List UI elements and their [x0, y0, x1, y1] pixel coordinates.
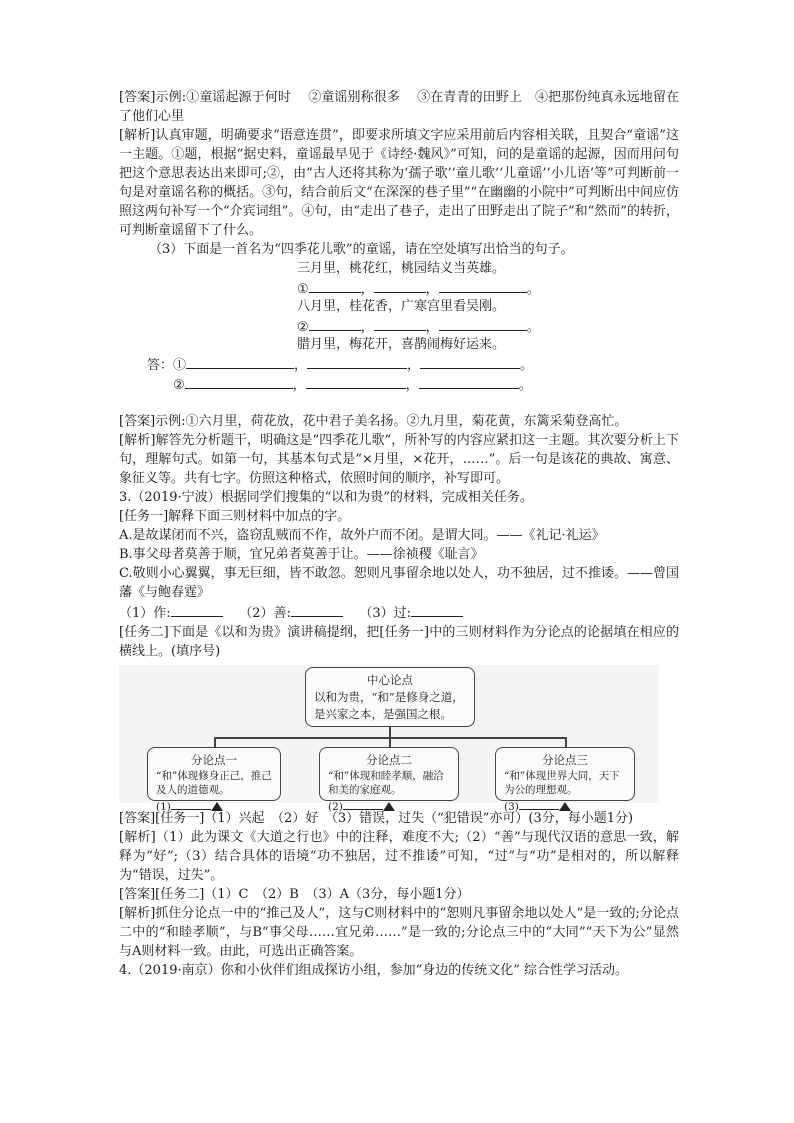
q3-answer: [答案]示例:①六月里，荷花放，花中君子美名扬。②九月里，菊花黄，东篱采菊登高忙。	[119, 414, 628, 429]
answer-blank[interactable]	[307, 354, 407, 369]
task1-prompt: [任务一]解释下面三则材料中加点的字。	[119, 509, 351, 524]
poem	[297, 259, 679, 354]
document-page	[119, 88, 679, 980]
sep: ，	[425, 282, 439, 297]
poem-line-4	[297, 316, 679, 335]
triangle-icon	[383, 802, 395, 811]
poem-line-3: 八月里，桂花香，广寒宫里看吴刚。	[297, 299, 506, 314]
p1-text: “和”体现修身正己，推己及人的道德观。	[156, 770, 272, 796]
answer-label: 答：①	[147, 358, 187, 373]
blank-1-mark: ①	[297, 282, 309, 297]
item-1-blank[interactable]	[171, 602, 223, 617]
connector	[389, 737, 391, 747]
sep: ，	[360, 282, 374, 297]
p1-title: 分论点一	[191, 753, 237, 767]
blank-2-mark: ②	[297, 320, 309, 335]
answer-mark-2: ②	[173, 378, 185, 393]
blank[interactable]	[439, 278, 527, 293]
answer-blank[interactable]	[185, 374, 293, 389]
q5-title: 4.（2019·南京）你和小伙伴们组成探访小组，参加“身边的传统文化” 综合性学习活动。	[119, 963, 629, 978]
answer-blank[interactable]	[186, 354, 294, 369]
connector	[214, 737, 216, 747]
material-b: B.事父母者莫善于顺，宜兄弟者莫善于让。——徐祯稷《耻言》	[119, 547, 484, 562]
blank-label: (1)	[156, 801, 171, 813]
sep: ，	[294, 358, 308, 373]
poem-line-1: 三月里，桃花红，桃园结义当英雄。	[297, 261, 506, 276]
end: 。	[526, 282, 540, 297]
item-3-blank[interactable]	[411, 602, 463, 617]
sep: ，	[407, 358, 421, 373]
item-1-label: （1）作:	[119, 606, 171, 621]
blank-label: (3)	[504, 801, 519, 813]
task2-prompt: [任务二]下面是《以和为贵》演讲稿提纲，把[任务一]中的三则材料作为分论点的论据填在相应的横线上。(填序号)	[119, 625, 679, 659]
blank-line[interactable]	[519, 797, 559, 810]
poem-line-2	[297, 278, 679, 297]
answer-blank[interactable]	[419, 374, 519, 389]
sub-argument-1-box	[147, 747, 281, 813]
blank[interactable]	[439, 316, 527, 331]
answer-line-2	[147, 374, 679, 394]
end: 。	[518, 378, 532, 393]
blank[interactable]	[309, 316, 361, 331]
center-argument-box	[305, 667, 475, 727]
answer-lines	[147, 354, 679, 394]
p2-title: 分论点二	[366, 753, 412, 767]
sub-argument-2-box	[319, 747, 459, 813]
task2-analysis: [解析]抓住分论点一中的“推己及人”，这与C则材料中的“恕则凡事留余地以处人”是一致的;分论点二中的“和睦孝顺”，与B“事父母……宜兄弟……”是一致的;分论点三中的“大同”“天下为公”显然与A则材料一致。由此，可选出正确答案。	[119, 906, 679, 959]
blank-row	[504, 797, 626, 814]
end: 。	[526, 320, 540, 335]
sep: ，	[292, 378, 306, 393]
q2-analysis: [解析]认真审题，明确要求“语意连贯”，即要求所填文字应采用前后内容相关联，且契合“童谣”这一主题。①题，根据“据史料，童谣最早见于《诗经·魏风》”可知，问的是童谣的起源，因而用问句把这个意思表达出来即可;②，由“古人还将其称为‘孺子歌’‘童儿歌’‘儿童谣’‘小儿语’等”可判断前一句是对童谣名称的概括。③句，结合前后文“在深深的巷子里”“在幽幽的小院中”可判断出中间应仿照这两句补写一个“介宾词组”。④句，由“走出了巷子，走出了田野走出了院子”和“然而”的转折，可判断童谣留下了什么。	[119, 128, 679, 238]
connector	[565, 737, 567, 747]
blank-line[interactable]	[171, 797, 211, 810]
center-text: 以和为贵，“和”是修身之道，是兴家之本，是强国之根。	[314, 690, 464, 721]
center-title: 中心论点	[367, 673, 413, 687]
sep: ，	[360, 320, 374, 335]
item-2-blank[interactable]	[291, 602, 343, 617]
q4-title: 3.（2019·宁波）根据同学们搜集的“以和为贵”的材料，完成相关任务。	[119, 490, 533, 505]
item-3-label: （3）过:	[359, 606, 412, 621]
task2-answer: [答案][任务二]（1）C （2）B （3）A（3分，每小题1分）	[119, 887, 470, 902]
task1-answer: [答案][任务一]（1）兴起 （2）好 （3）错误，过失（“犯错误”亦可）(3分，每小题1分)	[119, 811, 634, 826]
p3-text: “和”体现世界大同，天下为公的理想观。	[504, 770, 620, 796]
sub-argument-3-box	[495, 747, 635, 813]
blank-row	[156, 797, 272, 814]
triangle-icon	[211, 802, 223, 811]
poem-line-5: 腊月里，梅花开，喜鹊闹梅好运来。	[297, 337, 506, 352]
answer-blank[interactable]	[306, 374, 406, 389]
blank[interactable]	[374, 316, 426, 331]
q3-analysis: [解析]解答先分析题干，明确这是“四季花儿歌”，所补写的内容应紧扣这一主题。其次要分析上下句，理解句式。如第一句，其基本句式是“×月里，×花开，……”。后一句是该花的典故、寓意、象征义等。共有七字。仿照这种格式，依照时间的顺序，补写即可。	[119, 433, 679, 486]
end: 。	[520, 358, 534, 373]
p3-title: 分论点三	[542, 753, 588, 767]
q3-prompt: （3）下面是一首名为“四季花儿歌”的童谣，请在空处填写出恰当的句子。	[149, 242, 574, 257]
sep: ，	[405, 378, 419, 393]
outline-diagram	[119, 665, 659, 813]
blank-row	[328, 797, 450, 814]
q2-answer: [答案]示例:①童谣起源于何时 ②童谣别称很多 ③在青青的田野上 ④把那份纯真永远地留在了他们心里	[119, 90, 679, 124]
sep: ，	[425, 320, 439, 335]
material-c: C.敬则小心翼翼，事无巨细，皆不敢忽。恕则凡事留余地以处人，功不独居，过不推诿。——曾国藩《与鲍春霆》	[119, 566, 679, 600]
triangle-icon	[559, 802, 571, 811]
blank[interactable]	[309, 278, 361, 293]
answer-blank[interactable]	[420, 354, 520, 369]
connector	[389, 727, 391, 737]
task1-items	[119, 602, 679, 623]
answer-line-1	[147, 354, 679, 374]
task1-analysis: [解析]（1）此为课文《大道之行也》中的注释，难度不大;（2）“善”与现代汉语的意思一致，解释为“好”;（3）结合具体的语境“功不独居，过不推诿”可知，“过”与“功”是相对的，所以解释为“错误，过失”。	[119, 830, 679, 883]
item-2-label: （2）善:	[239, 606, 291, 621]
blank[interactable]	[374, 278, 426, 293]
blank-line[interactable]	[343, 797, 383, 810]
blank-label: (2)	[328, 801, 343, 813]
p2-text: “和”体现和睦孝顺，融洽和美的家庭观。	[328, 770, 444, 796]
material-a: A.是故谋闭而不兴，盗窃乱贼而不作，故外户而不闭。是谓大同。——《礼记·礼运》	[119, 528, 605, 543]
